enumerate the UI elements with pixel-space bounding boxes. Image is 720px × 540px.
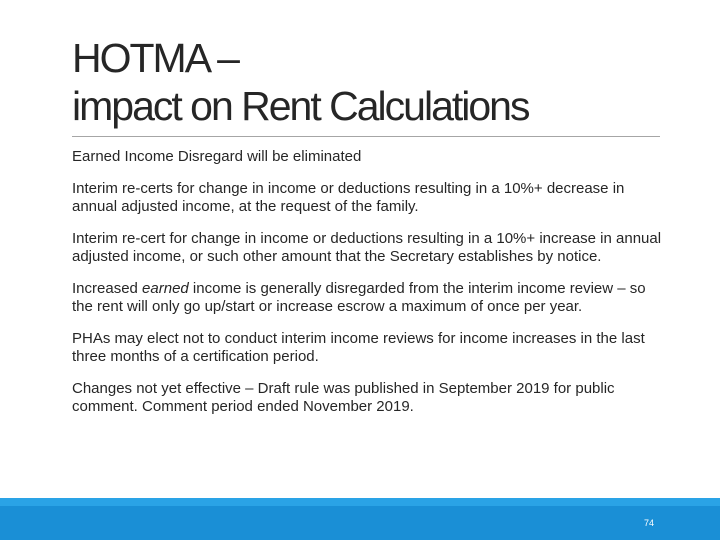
slide-title bbox=[72, 34, 672, 130]
footer-bar-highlight bbox=[0, 498, 720, 506]
bullet-item: Earned Income Disregard will be eliminated bbox=[72, 148, 362, 165]
footer-bar bbox=[0, 498, 720, 540]
bullet-item bbox=[72, 280, 662, 316]
bullet-item: Interim re-certs for change in income or deductions resulting in a 10%+ decrease in annual adjusted income, at the request of the family. bbox=[72, 180, 625, 215]
bullet-item: Changes not yet effective – Draft rule was published in September 2019 for public comment. Comment period ended November 2019. bbox=[72, 380, 615, 415]
slide-title-line-2: impact on Rent Calculations bbox=[72, 83, 529, 129]
bullet-item: PHAs may elect not to conduct interim income reviews for income increases in the last three months of a certification period. bbox=[72, 330, 645, 365]
bullet-item: Interim re-cert for change in income or deductions resulting in a 10%+ increase in annual adjusted income, or such other amount that the Secretary establishes by notice. bbox=[72, 230, 662, 265]
bullet-text-emphasis: earned bbox=[142, 280, 189, 297]
bullet-text-post: income is generally disregarded from the interim income review – so the rent will only go up/start or increase escrow a maximum of once per year. bbox=[72, 280, 646, 315]
title-divider bbox=[72, 136, 660, 137]
slide-title-line-1: HOTMA – bbox=[72, 35, 238, 81]
bullet-text-pre: Increased bbox=[72, 280, 143, 297]
bullet-list bbox=[72, 148, 662, 430]
page-number: 74 bbox=[643, 518, 654, 528]
